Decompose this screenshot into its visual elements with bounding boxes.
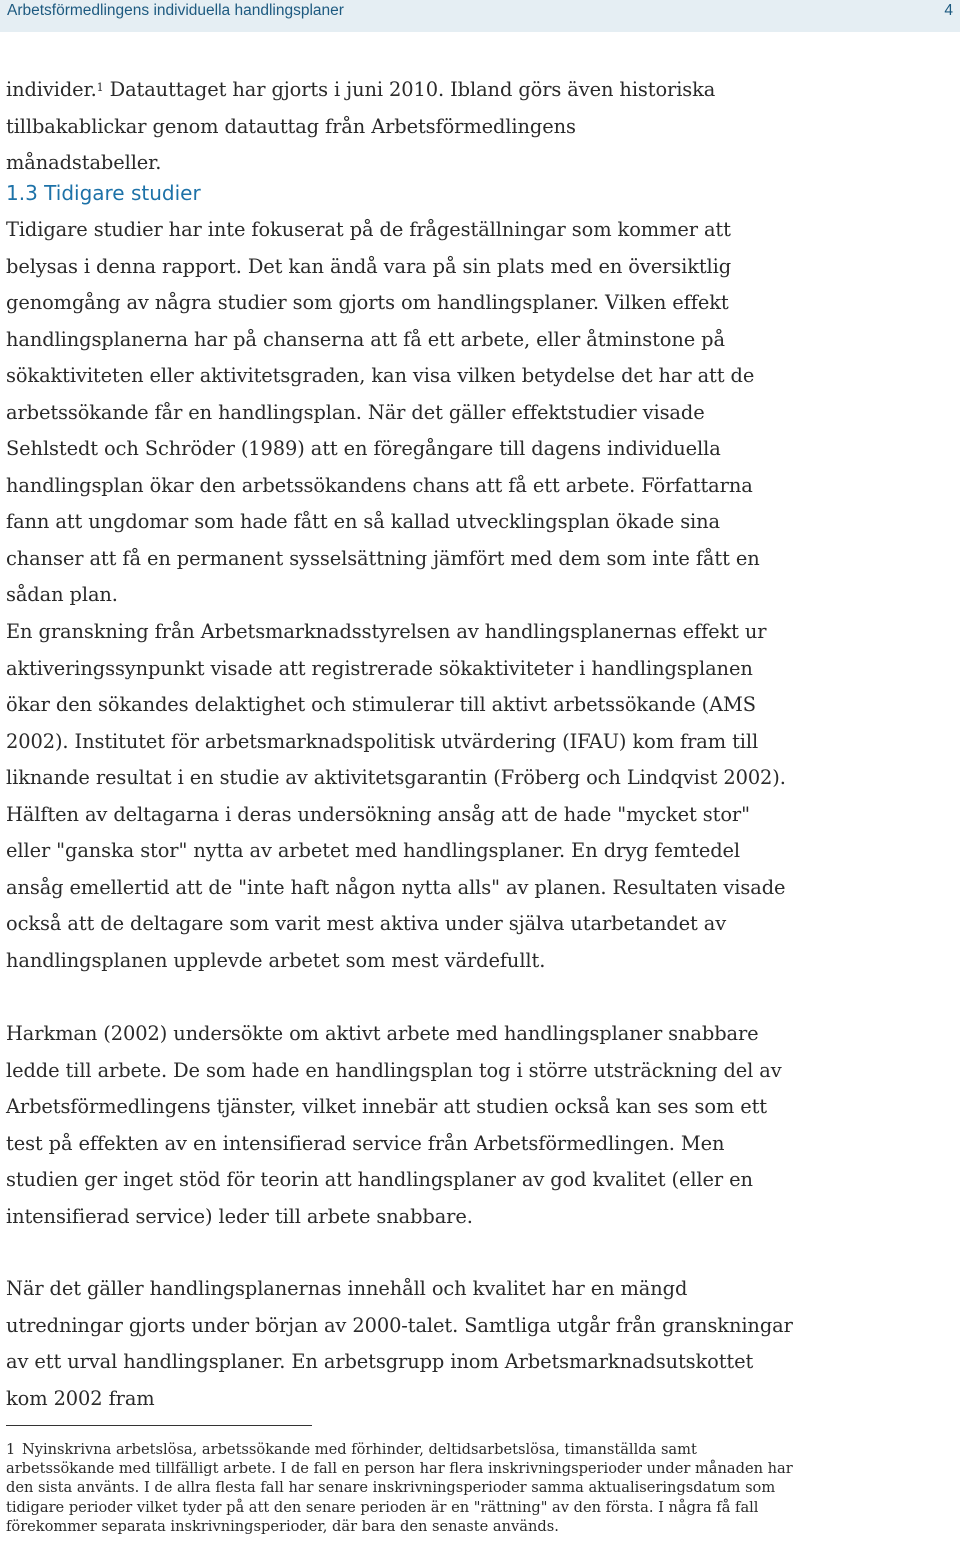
footnote-separator <box>6 1425 312 1426</box>
running-header <box>0 0 960 32</box>
intro-text-start: individer. <box>6 78 97 101</box>
body-paragraph-3: Harkman (2002) undersökte om aktivt arbete med handlingsplaner snabbare ledde till arbete. De som hade en handlingsplan tog i större utsträckning del av Arbetsförmedlingens tjänster, vilket innebär att studien också kan ses som ett test på effekten av en intensifierad service från Arbetsförmedlingen. Men studien ger inget stöd för teorin att handlingsplaner av god kvalitet (eller en intensifierad service) leder till arbete snabbare. <box>6 1022 782 1228</box>
body-paragraph-1: Tidigare studier har inte fokuserat på de frågeställningar som kommer att belysas i denna rapport. Det kan ändå vara på sin plats med en översiktlig genomgång av några studier som gjorts om handlingsplaner. Vilken effekt handlingsplanerna har på chanserna att få ett arbete, eller åtminstone på sökaktiviteten eller aktivitetsgraden, kan visa vilken betydelse det har att de arbetssökande får en handlingsplan. När det gäller effektstudier visade Sehlstedt och Schröder (1989) att en föregångare till dagens individuella handlingsplan ökar den arbetssökandens chans att få ett arbete. Författarna fann att ungdomar som hade fått en så kallad utvecklingsplan ökade sina chanser att få en permanent sysselsättning jämfört med dem som inte fått en sådan plan. <box>6 218 760 606</box>
intro-text-end: Datauttaget har gjorts i juni 2010. Ibland görs även historiska tillbakablickar genom datauttag från Arbetsförmedlingens månadstabeller. <box>6 78 716 174</box>
page-number: 4 <box>944 2 953 19</box>
footnote <box>6 1440 796 1536</box>
footnote-marker: 1 <box>6 1441 16 1458</box>
intro-paragraph <box>6 72 726 182</box>
footnote-reference[interactable]: 1 <box>96 81 104 94</box>
footnote-text: Nyinskrivna arbetslösa, arbetssökande med förhinder, deltidsarbetslösa, timanställda samt arbetssökande med tillfälligt arbete. I de fall en person har flera inskrivningsperioder under månaden har den sista använts. I de allra flesta fall har senare inskrivningsperioder samma aktualiseringsdatum som tidigare perioder vilket tyder på att den senare perioden är en "rättning" av den första. I några få fall förekommer separata inskrivningsperioder, där bara den senaste används. <box>6 1441 793 1535</box>
body-paragraph-2: En granskning från Arbetsmarknadsstyrelsen av handlingsplanernas effekt ur aktiveringssynpunkt visade att registrerade sökaktiviteter i handlingsplanen ökar den sökandes delaktighet och stimulerar till aktivt arbetssökande (AMS 2002). Institutet för arbetsmarknadspolitisk utvärdering (IFAU) kom fram till liknande resultat i en studie av aktivitetsgarantin (Fröberg och Lindqvist 2002). Hälften av deltagarna i deras undersökning ansåg att de hade "mycket stor" eller "ganska stor" nytta av arbetet med handlingsplaner. En dryg femtedel ansåg emellertid att de "inte haft någon nytta alls" av planen. Resultaten visade också att de deltagare som varit mest aktiva under själva utarbetandet av handlingsplanen upplevde arbetet som mest värdefullt. <box>6 620 786 972</box>
body-paragraph-4: När det gäller handlingsplanernas innehåll och kvalitet har en mängd utredningar gjorts under början av 2000-talet. Samtliga utgår från granskningar av ett urval handlingsplaner. En arbetsgrupp inom Arbetsmarknadsutskottet kom 2002 fram <box>6 1277 793 1410</box>
section-heading: 1.3 Tidigare studier <box>6 181 201 205</box>
document-title: Arbetsförmedlingens individuella handlingsplaner <box>7 2 344 19</box>
